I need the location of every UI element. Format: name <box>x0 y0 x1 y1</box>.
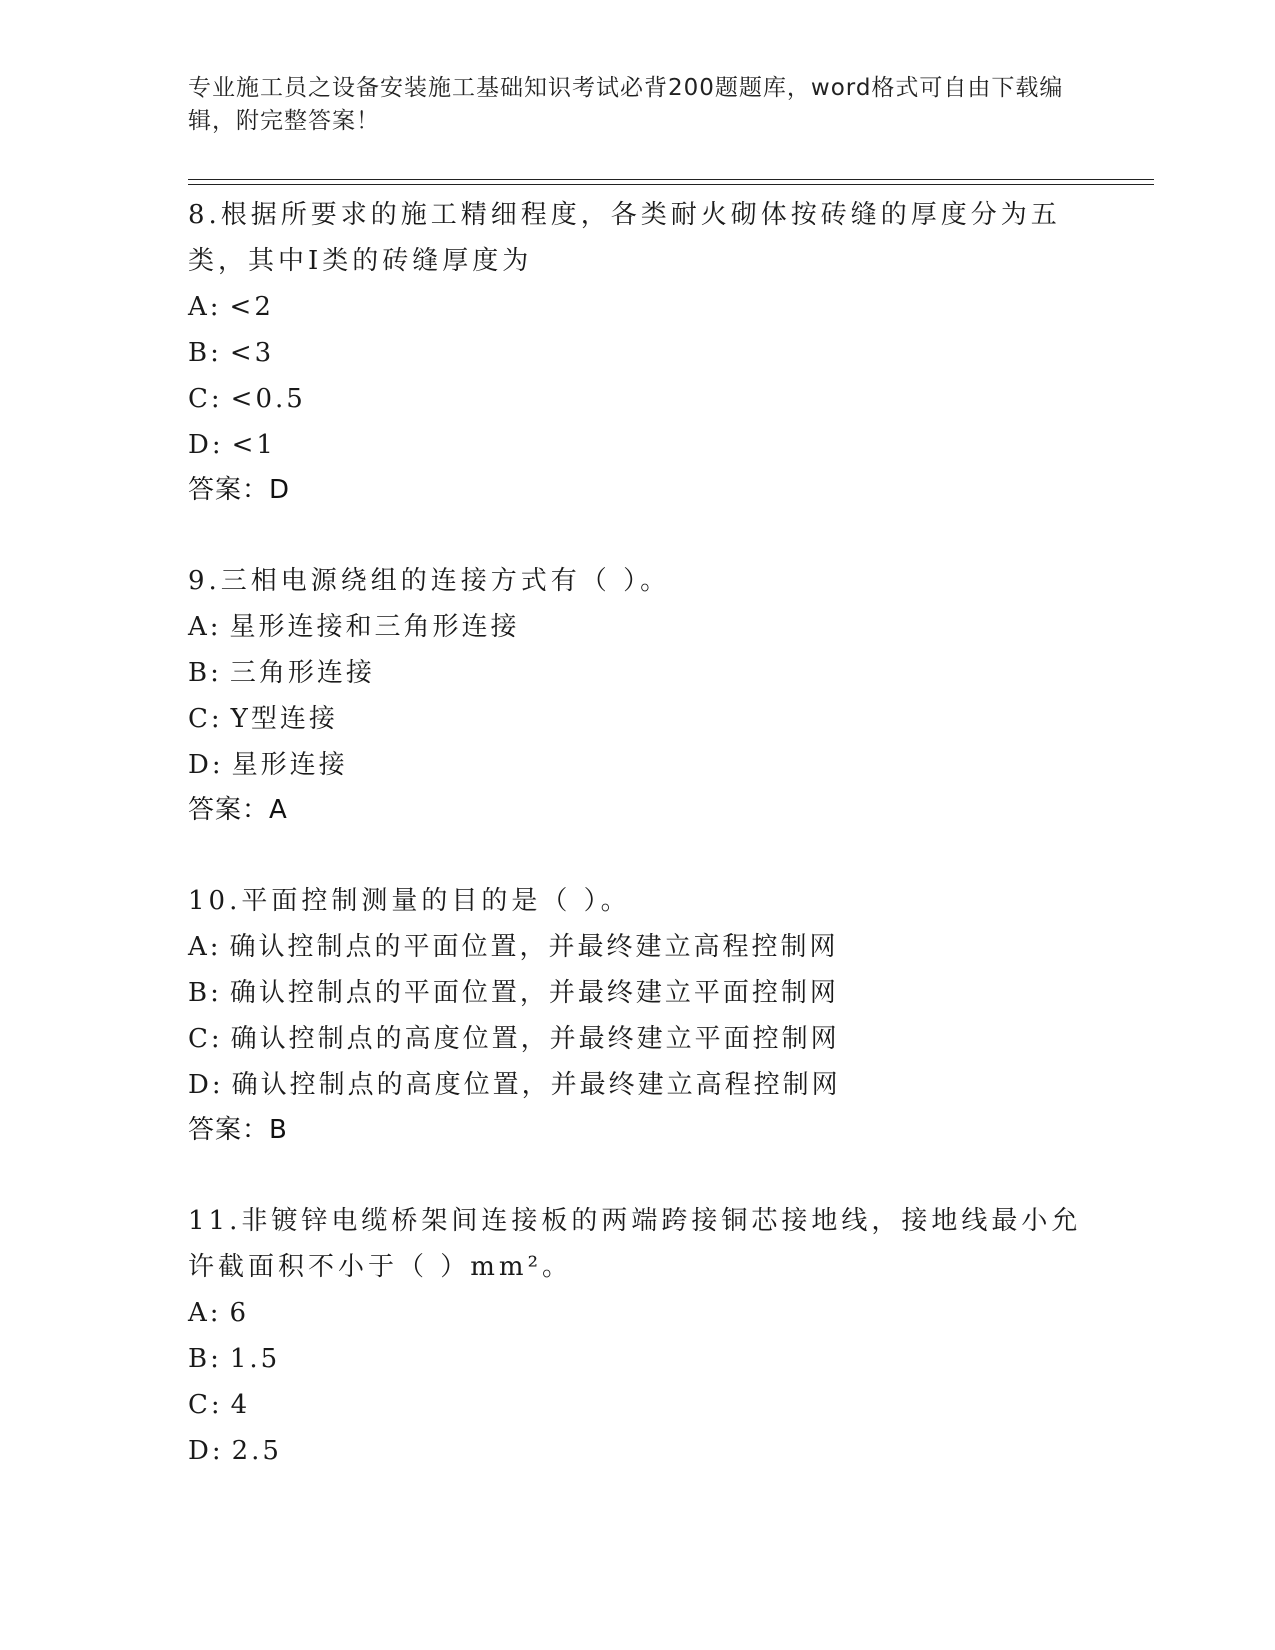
answer-line: 答案：A <box>188 795 288 825</box>
question-text: 11.非镀锌电缆桥架间连接板的两端跨接铜芯接地线，接地线最小允许截面积不小于（ ）mm²。 <box>188 1206 1082 1282</box>
question-9 <box>188 558 1088 833</box>
option-value: 2.5 <box>231 1436 282 1466</box>
option-value: <2 <box>229 292 274 322</box>
question-text: 10.平面控制测量的目的是（ ）。 <box>188 886 631 916</box>
option-value: Y型连接 <box>230 704 338 734</box>
option-key: D: <box>188 430 224 460</box>
option-a <box>188 284 1088 330</box>
option-value: 4 <box>230 1390 251 1420</box>
question-text: 8.根据所要求的施工精细程度，各类耐火砌体按砖缝的厚度分为五类，其中Ⅰ类的砖缝厚度为 <box>188 200 1061 276</box>
option-a <box>188 924 1088 970</box>
option-key: C: <box>188 1390 223 1420</box>
question-text: 9.三相电源绕组的连接方式有（ ）。 <box>188 566 671 596</box>
option-key: B: <box>188 338 222 368</box>
option-c <box>188 1016 1088 1062</box>
option-value: 三角形连接 <box>229 658 375 688</box>
option-key: A: <box>188 292 222 322</box>
option-value: 确认控制点的平面位置，并最终建立高程控制网 <box>229 932 839 962</box>
option-value: 6 <box>229 1298 250 1328</box>
option-key: D: <box>188 1070 224 1100</box>
question-8 <box>188 192 1088 513</box>
document-header: 专业施工员之设备安装施工基础知识考试必背200题题库，word格式可自由下载编辑，附完整答案！ <box>188 75 1064 134</box>
option-key: B: <box>188 658 222 688</box>
option-key: B: <box>188 1344 222 1374</box>
option-b <box>188 330 1088 376</box>
option-b <box>188 1336 1088 1382</box>
option-d <box>188 742 1088 788</box>
option-value: 星形连接和三角形连接 <box>229 612 520 642</box>
option-key: D: <box>188 750 224 780</box>
option-c <box>188 696 1088 742</box>
option-key: B: <box>188 978 222 1008</box>
option-key: A: <box>188 612 222 642</box>
option-c <box>188 1382 1088 1428</box>
option-value: 确认控制点的高度位置，并最终建立平面控制网 <box>230 1024 840 1054</box>
option-key: A: <box>188 1298 222 1328</box>
header-divider-top <box>188 179 1154 180</box>
option-value: 确认控制点的高度位置，并最终建立高程控制网 <box>231 1070 841 1100</box>
option-c <box>188 376 1088 422</box>
option-value: 1.5 <box>229 1344 281 1374</box>
answer-line: 答案：D <box>188 475 291 505</box>
option-a <box>188 604 1088 650</box>
header-divider-bottom <box>188 184 1154 185</box>
question-11 <box>188 1198 1088 1474</box>
option-value: <3 <box>229 338 275 368</box>
option-d <box>188 422 1088 468</box>
option-value: 确认控制点的平面位置，并最终建立平面控制网 <box>229 978 839 1008</box>
option-b <box>188 970 1088 1016</box>
option-key: C: <box>188 384 223 414</box>
question-list <box>188 192 1088 1519</box>
option-value: 星形连接 <box>231 750 348 780</box>
answer-line: 答案：B <box>188 1115 288 1145</box>
option-value: <1 <box>231 430 276 460</box>
option-key: D: <box>188 1436 224 1466</box>
option-key: C: <box>188 704 223 734</box>
option-key: C: <box>188 1024 223 1054</box>
question-10 <box>188 878 1088 1153</box>
option-value: <0.5 <box>230 384 306 414</box>
option-a <box>188 1290 1088 1336</box>
option-key: A: <box>188 932 222 962</box>
option-b <box>188 650 1088 696</box>
option-d <box>188 1428 1088 1474</box>
option-d <box>188 1062 1088 1108</box>
